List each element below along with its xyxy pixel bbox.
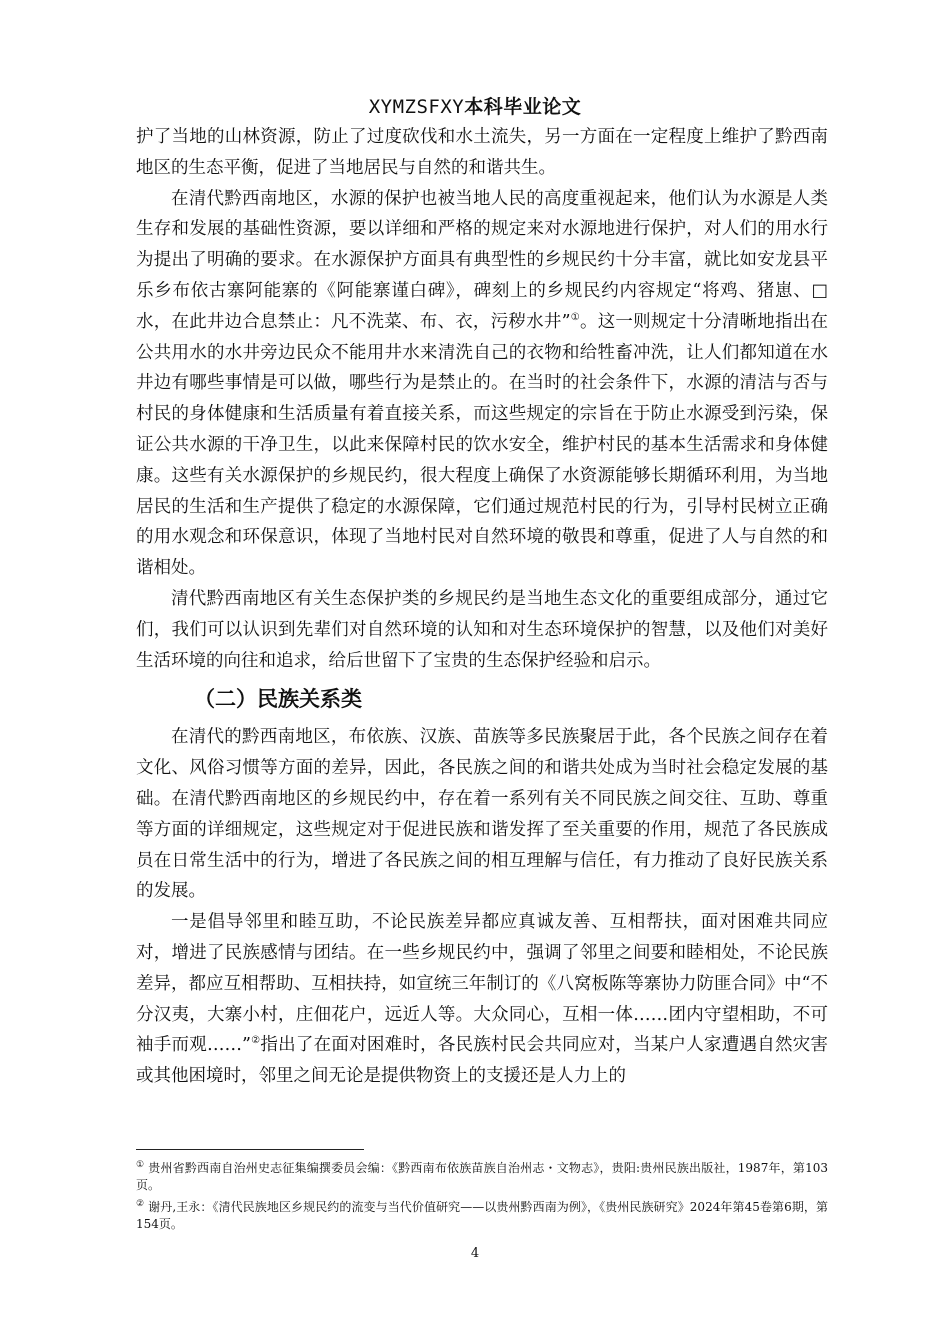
header-title: 本科毕业论文 bbox=[464, 96, 582, 118]
footnote-mark: ① bbox=[136, 1160, 145, 1170]
footnote-item bbox=[136, 1196, 828, 1233]
footnote-mark: ② bbox=[136, 1199, 145, 1209]
footnote-item bbox=[136, 1157, 828, 1194]
footnote-text: 谢丹,王永：《清代民族地区乡规民约的流变与当代价值研究——以贵州黔西南为例》，《贵州民族研究》2024年第45卷第6期，第154页。 bbox=[136, 1200, 828, 1231]
paragraph-text: 在清代黔西南地区，水源的保护也被当地人民的高度重视起来，他们认为水源是人类生存和发展的基础性资源，要以详细和严格的规定来对水源地进行保护，对人们的用水行为提出了明确的要求。在水源保护方面具有典型性的乡规民约十分丰富，就比如安龙县平乐乡布依古寨阿能寨的《阿能寨谨白碑》，碑刻上的乡规民约内容规定“将鸡、猪崽、□水，在此井边合息禁止：凡不洗菜、布、衣，污秽水井” bbox=[136, 188, 828, 332]
paragraph-text: 指出了在面对困难时，各民族村民会共同应对，当某户人家遭遇自然灾害或其他困境时，邻里之间无论是提供物资上的支援还是人力上的 bbox=[136, 1035, 829, 1087]
footnote-ref-1[interactable]: ① bbox=[570, 311, 580, 323]
footnotes bbox=[136, 1157, 828, 1235]
page-header bbox=[0, 92, 950, 119]
footnote-text: 贵州省黔西南自治州史志征集编撰委员会编：《黔西南布依族苗族自治州志・文物志》，贵阳:贵州民族出版社，1987年，第103页。 bbox=[136, 1161, 828, 1192]
paragraph-ethnic-relations: 在清代的黔西南地区，布依族、汉族、苗族等多民族聚居于此，各个民族之间存在着文化、风俗习惯等方面的差异，因此，各民族之间的和谐共处成为当时社会稳定发展的基础。在清代黔西南地区的乡规民约中，存在着一系列有关不同民族之间交往、互助、尊重等方面的详细规定，这些规定对于促进民族和谐发挥了至关重要的作用，规范了各民族成员在日常生活中的行为，增进了各民族之间的相互理解与信任，有力推动了良好民族关系的发展。 bbox=[136, 727, 828, 902]
footnote-ref-2[interactable]: ② bbox=[250, 1035, 261, 1047]
paragraph-text: 一是倡导邻里和睦互助，不论民族差异都应真诚友善、互相帮扶，面对困难共同应对，增进了民族感情与团结。在一些乡规民约中，强调了邻里之间要和睦相处，不论民族差异，都应互相帮助、互相扶持，如宣统三年制订的《八窝板陈等寨协力防匪合同》中“不分汉夷，大寨小村，庄佃花户，远近人等。大众同心，互相一体……团内守望相助，不可袖手而观……” bbox=[136, 912, 828, 1056]
paragraph-ecology-summary: 清代黔西南地区有关生态保护类的乡规民约是当地生态文化的重要组成部分，通过它们，我们可以认识到先辈们对自然环境的认知和对生态环境保护的智慧，以及他们对美好生活环境的向往和追求，给后世留下了宝贵的生态保护经验和启示。 bbox=[136, 588, 828, 671]
paragraph-neighbor-help bbox=[136, 907, 828, 1092]
section-heading: （二）民族关系类 bbox=[194, 687, 362, 712]
header-code: XYMZSFXY bbox=[368, 96, 465, 118]
body-text bbox=[136, 122, 828, 1092]
paragraph-text: 。这一则规定十分清晰地指出在公共用水的水井旁边民众不能用井水来清洗自己的衣物和给牲畜冲洗，让人们都知道在水井边有哪些事情是可以做，哪些行为是禁止的。在当时的社会条件下，水源的清洁与否与村民的身体健康和生活质量有着直接关系，而这些规定的宗旨在于防止水源受到污染，保证公共水源的干净卫生，以此来保障村民的饮水安全，维护村民的基本生活需求和身体健康。这些有关水源保护的乡规民约，很大程度上确保了水资源能够长期循环利用，为当地居民的生活和生产提供了稳定的水源保障，它们通过规范村民的行为，引导村民树立正确的用水观念和环保意识，体现了当地村民对自然环境的敬畏和尊重，促进了人与自然的和谐相处。 bbox=[136, 311, 828, 579]
paragraph-continued: 护了当地的山林资源，防止了过度砍伐和水土流失，另一方面在一定程度上维护了黔西南地区的生态平衡，促进了当地居民与自然的和谐共生。 bbox=[136, 127, 828, 178]
footnote-divider bbox=[136, 1149, 364, 1150]
page-number: 4 bbox=[470, 1246, 480, 1261]
paragraph-water-protection bbox=[136, 184, 828, 584]
